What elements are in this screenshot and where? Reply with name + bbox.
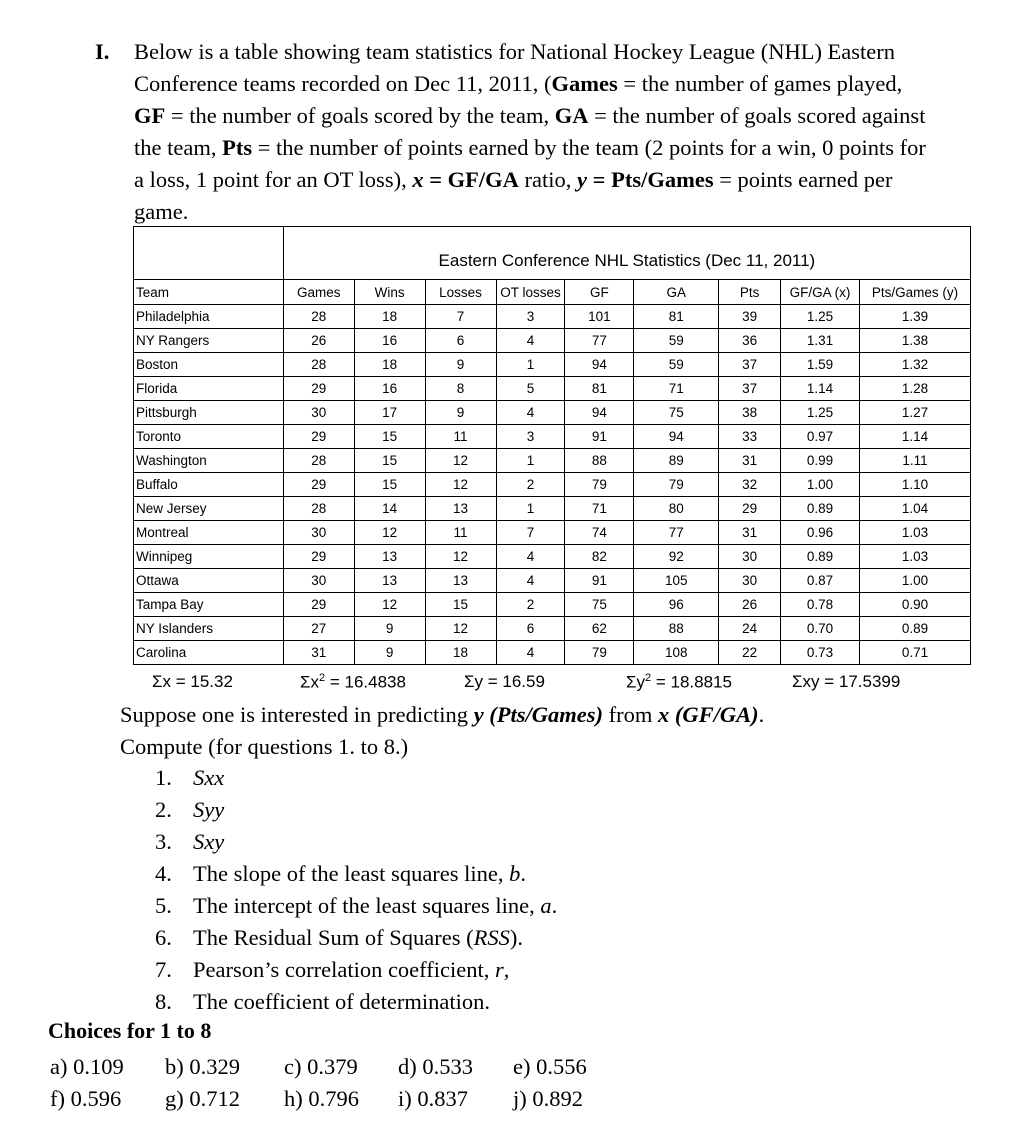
table-cell: 0.96 [781, 521, 860, 545]
table-cell: 15 [354, 425, 425, 449]
question-number: 5. [155, 893, 172, 918]
sum-x2-label: Σx [300, 672, 320, 692]
table-cell: 15 [425, 593, 496, 617]
table-row [134, 593, 971, 617]
table-cell: 6 [425, 329, 496, 353]
table-cell: 30 [283, 521, 354, 545]
question-item [155, 829, 224, 855]
table-cell: 1.38 [859, 329, 970, 353]
table-cell: 108 [634, 641, 719, 665]
table-cell: 9 [425, 401, 496, 425]
choice-option: b) 0.329 [165, 1054, 240, 1079]
table-cell: 28 [283, 353, 354, 377]
intro-text-run: ratio, [518, 167, 578, 192]
table-cell: 29 [283, 593, 354, 617]
intro-text-run: game. [134, 199, 189, 224]
table-cell: 28 [283, 305, 354, 329]
table-cell: 1 [496, 353, 565, 377]
term-gf: GF [134, 103, 166, 128]
column-header: OT losses [496, 280, 565, 305]
table-cell: 15 [354, 449, 425, 473]
table-title: Eastern Conference NHL Statistics (Dec 11, 2011) [283, 227, 970, 280]
choice-option: h) 0.796 [284, 1086, 359, 1111]
sum-x-squared [300, 672, 406, 693]
table-cell: 2 [496, 593, 565, 617]
table-row [134, 353, 971, 377]
table-cell: 1 [496, 449, 565, 473]
table-cell: 0.90 [859, 593, 970, 617]
table-cell: 81 [634, 305, 719, 329]
table-cell: 1.04 [859, 497, 970, 521]
table-cell: 18 [354, 305, 425, 329]
prompt-text: from [603, 702, 659, 727]
table-cell: 1.14 [859, 425, 970, 449]
table-cell: 16 [354, 329, 425, 353]
table-cell: 101 [565, 305, 634, 329]
choice-option: a) 0.109 [50, 1054, 124, 1079]
table-cell: 29 [283, 473, 354, 497]
team-name-cell: New Jersey [134, 497, 284, 521]
table-cell: 39 [719, 305, 781, 329]
table-cell: 1.28 [859, 377, 970, 401]
sum-y2-label: Σy [626, 672, 646, 692]
team-name-cell: Philadelphia [134, 305, 284, 329]
term-gfga: GF/GA [447, 167, 519, 192]
table-cell: 0.71 [859, 641, 970, 665]
table-row [134, 617, 971, 641]
table-cell: 17 [354, 401, 425, 425]
intro-line [134, 132, 995, 164]
question-symbol: r [494, 957, 504, 982]
table-cell: 14 [354, 497, 425, 521]
question-symbol: b [509, 861, 521, 886]
table-cell: 1.25 [781, 305, 860, 329]
table-cell: 1.03 [859, 545, 970, 569]
table-cell: 7 [496, 521, 565, 545]
table-cell: 0.89 [781, 497, 860, 521]
column-header: Pts/Games (y) [859, 280, 970, 305]
table-cell: 27 [283, 617, 354, 641]
table-cell: 91 [565, 425, 634, 449]
table-cell: 30 [283, 401, 354, 425]
team-name-cell: Ottawa [134, 569, 284, 593]
column-header: Pts [719, 280, 781, 305]
sum-xy: Σxy = 17.5399 [792, 672, 901, 691]
sum-x2-value: = 16.4838 [325, 672, 406, 692]
table-row [134, 641, 971, 665]
table-cell: 9 [354, 617, 425, 641]
sum-x2-exponent: 2 [319, 672, 326, 684]
table-cell: 92 [634, 545, 719, 569]
table-cell: 26 [719, 593, 781, 617]
intro-line [134, 68, 995, 100]
question-item [155, 957, 509, 983]
table-cell: 9 [425, 353, 496, 377]
table-cell: 79 [634, 473, 719, 497]
column-header: Losses [425, 280, 496, 305]
table-cell: 89 [634, 449, 719, 473]
term-x: x [412, 167, 424, 192]
table-cell: 12 [354, 521, 425, 545]
table-cell: 1.32 [859, 353, 970, 377]
choice-option: e) 0.556 [513, 1054, 587, 1079]
table-cell: 8 [425, 377, 496, 401]
table-cell: 33 [719, 425, 781, 449]
question-number: 6. [155, 925, 172, 950]
sum-y2-value: = 18.8815 [651, 672, 732, 692]
table-cell: 12 [425, 545, 496, 569]
problem-number: I. [95, 39, 110, 64]
intro-line [134, 196, 995, 228]
team-name-cell: NY Islanders [134, 617, 284, 641]
table-cell: 32 [719, 473, 781, 497]
prompt-text: Suppose one is interested in predicting [120, 702, 474, 727]
table-cell: 11 [425, 521, 496, 545]
table-cell: 77 [634, 521, 719, 545]
term-y: y [577, 167, 588, 192]
table-cell: 94 [565, 353, 634, 377]
team-name-cell: Winnipeg [134, 545, 284, 569]
column-header: Games [283, 280, 354, 305]
question-number: 2. [155, 797, 172, 822]
prompt-text: . [758, 702, 765, 727]
question-text: ). [509, 925, 523, 950]
intro-text-run: = the number of games played, [617, 71, 903, 96]
question-item [155, 925, 523, 951]
team-name-cell: Boston [134, 353, 284, 377]
table-cell: 29 [719, 497, 781, 521]
table-cell: 79 [565, 473, 634, 497]
table-cell: 0.97 [781, 425, 860, 449]
table-row [134, 521, 971, 545]
question-symbol: Sxx [193, 765, 225, 790]
intro-text-run: = the number of points earned by the team (2 points for a win, 0 points for [252, 135, 926, 160]
table-cell: 13 [354, 545, 425, 569]
table-cell: 30 [719, 545, 781, 569]
table-cell: 12 [354, 593, 425, 617]
table-corner-cell [134, 227, 284, 280]
choice-option: d) 0.533 [398, 1054, 473, 1079]
table-cell: 91 [565, 569, 634, 593]
intro-line [134, 164, 995, 196]
table-cell: 13 [425, 569, 496, 593]
table-cell: 94 [565, 401, 634, 425]
table-cell: 88 [634, 617, 719, 641]
table-cell: 0.89 [859, 617, 970, 641]
table-title-row [134, 227, 971, 280]
table-cell: 12 [425, 617, 496, 641]
team-name-cell: NY Rangers [134, 329, 284, 353]
table-cell: 75 [565, 593, 634, 617]
term-pts: Pts [222, 135, 253, 160]
table-cell: 31 [719, 449, 781, 473]
stats-table [133, 226, 971, 665]
table-row [134, 305, 971, 329]
question-number: 3. [155, 829, 172, 854]
table-cell: 80 [634, 497, 719, 521]
table-cell: 24 [719, 617, 781, 641]
table-cell: 2 [496, 473, 565, 497]
table-row [134, 425, 971, 449]
intro-text-run: = [423, 167, 448, 192]
table-cell: 30 [719, 569, 781, 593]
table-cell: 11 [425, 425, 496, 449]
table-cell: 29 [283, 545, 354, 569]
table-cell: 0.78 [781, 593, 860, 617]
question-text: The coefficient of determination. [193, 989, 490, 1014]
team-name-cell: Pittsburgh [134, 401, 284, 425]
prompt-line-2: Compute (for questions 1. to 8.) [120, 734, 409, 759]
table-cell: 13 [354, 569, 425, 593]
table-cell: 4 [496, 569, 565, 593]
table-cell: 1.00 [781, 473, 860, 497]
question-symbol: Sxy [193, 829, 225, 854]
table-cell: 28 [283, 449, 354, 473]
choice-option: j) 0.892 [513, 1086, 583, 1111]
table-cell: 74 [565, 521, 634, 545]
table-header-row [134, 280, 971, 305]
question-item [155, 893, 557, 919]
term-ptsgames: Pts/Games [611, 167, 714, 192]
table-cell: 79 [565, 641, 634, 665]
column-header: GA [634, 280, 719, 305]
table-cell: 105 [634, 569, 719, 593]
question-text: . [520, 861, 527, 886]
table-cell: 62 [565, 617, 634, 641]
intro-text-run: Below is a table showing team statistics for National Hockey League (NHL) Eastern [134, 39, 896, 64]
intro-text-run: the team, [134, 135, 223, 160]
question-symbol: Syy [193, 797, 225, 822]
team-name-cell: Florida [134, 377, 284, 401]
table-cell: 9 [354, 641, 425, 665]
question-number: 4. [155, 861, 172, 886]
table-cell: 1 [496, 497, 565, 521]
question-text: The slope of the least squares line, [193, 861, 510, 886]
column-header: GF [565, 280, 634, 305]
table-cell: 1.59 [781, 353, 860, 377]
table-cell: 29 [283, 377, 354, 401]
table-cell: 71 [634, 377, 719, 401]
table-cell: 30 [283, 569, 354, 593]
intro-text [134, 36, 995, 228]
question-item [155, 989, 490, 1015]
question-item [155, 797, 224, 823]
choice-option: i) 0.837 [398, 1086, 468, 1111]
table-cell: 18 [425, 641, 496, 665]
intro-text-run: = [587, 167, 612, 192]
table-cell: 29 [283, 425, 354, 449]
term-ga: GA [554, 103, 589, 128]
table-row [134, 497, 971, 521]
table-cell: 5 [496, 377, 565, 401]
sum-y2-exponent: 2 [645, 672, 652, 684]
table-cell: 1.11 [859, 449, 970, 473]
table-cell: 4 [496, 545, 565, 569]
prompt-x: x (GF/GA) [658, 702, 759, 727]
intro-text-run: a loss, 1 point for an OT loss), [134, 167, 413, 192]
table-row [134, 377, 971, 401]
table-cell: 77 [565, 329, 634, 353]
table-cell: 38 [719, 401, 781, 425]
intro-text-run: = the number of goals scored against [588, 103, 926, 128]
table-row [134, 401, 971, 425]
question-symbol: RSS [473, 925, 510, 950]
team-name-cell: Toronto [134, 425, 284, 449]
table-cell: 82 [565, 545, 634, 569]
column-header: GF/GA (x) [781, 280, 860, 305]
question-number: 8. [155, 989, 172, 1014]
table-cell: 4 [496, 401, 565, 425]
sum-x: Σx = 15.32 [152, 672, 233, 691]
intro-text-run: Conference teams recorded on Dec 11, 2011, ( [134, 71, 552, 96]
table-cell: 1.03 [859, 521, 970, 545]
question-item [155, 765, 224, 791]
table-cell: 7 [425, 305, 496, 329]
table-cell: 31 [719, 521, 781, 545]
table-cell: 15 [354, 473, 425, 497]
sum-y-squared [626, 672, 732, 693]
table-cell: 88 [565, 449, 634, 473]
question-text: Pearson’s correlation coefficient, [193, 957, 495, 982]
table-cell: 94 [634, 425, 719, 449]
table-cell: 18 [354, 353, 425, 377]
table-cell: 0.73 [781, 641, 860, 665]
table-cell: 0.99 [781, 449, 860, 473]
table-cell: 1.25 [781, 401, 860, 425]
table-cell: 0.70 [781, 617, 860, 641]
question-text: The Residual Sum of Squares ( [193, 925, 474, 950]
table-cell: 36 [719, 329, 781, 353]
column-header: Team [134, 280, 284, 305]
table-cell: 1.14 [781, 377, 860, 401]
table-cell: 75 [634, 401, 719, 425]
table-cell: 3 [496, 305, 565, 329]
team-name-cell: Washington [134, 449, 284, 473]
team-name-cell: Buffalo [134, 473, 284, 497]
table-cell: 1.27 [859, 401, 970, 425]
table-cell: 0.87 [781, 569, 860, 593]
table-cell: 31 [283, 641, 354, 665]
column-header: Wins [354, 280, 425, 305]
question-text: The intercept of the least squares line, [193, 893, 541, 918]
table-cell: 1.39 [859, 305, 970, 329]
choice-option: g) 0.712 [165, 1086, 240, 1111]
table-cell: 37 [719, 377, 781, 401]
question-number: 7. [155, 957, 172, 982]
table-cell: 0.89 [781, 545, 860, 569]
table-cell: 1.31 [781, 329, 860, 353]
question-symbol: a [540, 893, 552, 918]
choice-option: f) 0.596 [50, 1086, 122, 1111]
table-cell: 3 [496, 425, 565, 449]
table-row [134, 329, 971, 353]
table-cell: 4 [496, 329, 565, 353]
table-cell: 81 [565, 377, 634, 401]
team-name-cell: Carolina [134, 641, 284, 665]
table-cell: 13 [425, 497, 496, 521]
prompt-line-1 [120, 702, 764, 728]
table-row [134, 569, 971, 593]
prompt-y: y (Pts/Games) [473, 702, 604, 727]
table-row [134, 473, 971, 497]
table-cell: 59 [634, 353, 719, 377]
choice-option: c) 0.379 [284, 1054, 358, 1079]
table-cell: 22 [719, 641, 781, 665]
intro-line [134, 36, 995, 68]
question-text: , [503, 957, 510, 982]
question-number: 1. [155, 765, 172, 790]
intro-line [134, 100, 995, 132]
sum-y: Σy = 16.59 [464, 672, 545, 691]
table-cell: 59 [634, 329, 719, 353]
table-cell: 4 [496, 641, 565, 665]
question-text: . [551, 893, 558, 918]
table-cell: 37 [719, 353, 781, 377]
question-item [155, 861, 526, 887]
table-cell: 1.10 [859, 473, 970, 497]
choices-title: Choices for 1 to 8 [48, 1018, 212, 1043]
table-cell: 71 [565, 497, 634, 521]
table-cell: 26 [283, 329, 354, 353]
problem-intro [95, 36, 995, 228]
intro-text-run: = points earned per [713, 167, 893, 192]
table-cell: 16 [354, 377, 425, 401]
table-cell: 12 [425, 449, 496, 473]
table-cell: 6 [496, 617, 565, 641]
term-games: Games [551, 71, 618, 96]
table-cell: 96 [634, 593, 719, 617]
table-cell: 1.00 [859, 569, 970, 593]
table-row [134, 449, 971, 473]
table-row [134, 545, 971, 569]
team-name-cell: Tampa Bay [134, 593, 284, 617]
table-cell: 12 [425, 473, 496, 497]
team-name-cell: Montreal [134, 521, 284, 545]
table-cell: 28 [283, 497, 354, 521]
intro-text-run: = the number of goals scored by the team, [165, 103, 555, 128]
